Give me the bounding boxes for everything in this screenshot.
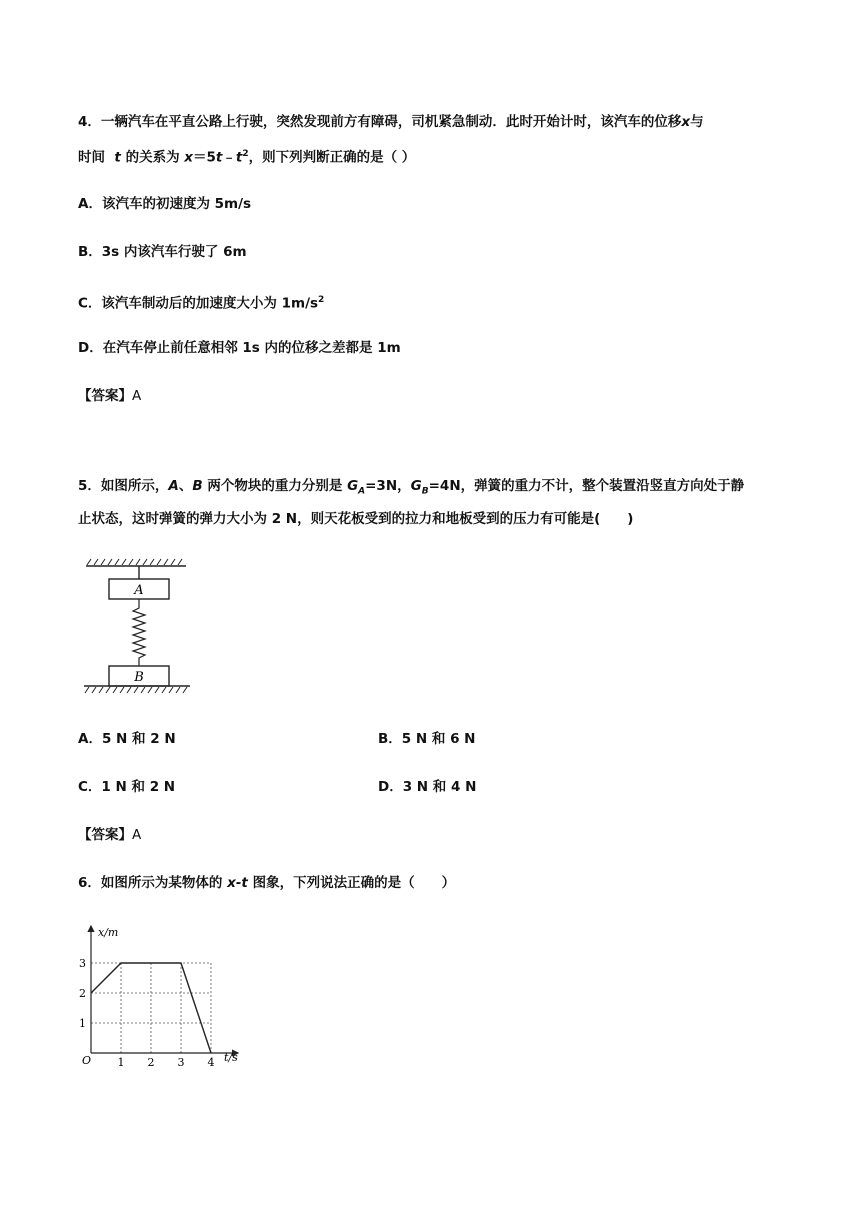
q4-answer-label: 【答案】 xyxy=(78,388,132,404)
q5-answer-value: A xyxy=(132,827,142,843)
q5-var-a: A xyxy=(168,478,179,494)
x-tick-label: 4 xyxy=(207,1056,215,1066)
x-tick-label: 2 xyxy=(147,1056,155,1066)
q5-stem-line1 xyxy=(78,476,798,502)
q6-stem-end: 图象，下列说法正确的是（ ） xyxy=(252,875,456,891)
y-axis-label: x/m xyxy=(98,926,119,939)
q5-answer xyxy=(78,825,798,845)
y-tick-label: 2 xyxy=(79,987,86,1000)
q5-option-c xyxy=(78,777,175,797)
q4-answer xyxy=(78,386,798,406)
q6-var-xt: x-t xyxy=(227,875,248,891)
q4-stem-line2 xyxy=(78,144,798,168)
q5-stem-line2-text: 止状态，这时弹簧的弹力大小为 2 N，则天花板受到的拉力和地板受到的压力有可能是( ) xyxy=(78,511,634,527)
q5-var-b: B xyxy=(192,478,203,494)
q5-answer-label: 【答案】 xyxy=(78,827,132,843)
q4-var-t: t xyxy=(114,149,121,166)
q4-option-b xyxy=(78,242,798,262)
spring xyxy=(133,599,145,666)
q5-option-b xyxy=(378,729,475,749)
q4-eq-minus: ﹣ xyxy=(222,149,236,166)
q4-stem-relation: 的关系为 xyxy=(125,149,180,166)
q4-option-c-text: C．该汽车制动后的加速度大小为 1m/s xyxy=(78,295,319,312)
q4-stem-line1 xyxy=(78,112,798,132)
y-tick-label: 3 xyxy=(79,957,86,970)
tick-labels xyxy=(79,957,215,1066)
q6-stem-intro: 6．如图所示为某物体的 xyxy=(78,875,223,891)
q4-stem-end: ，则下列判断正确的是（ ） xyxy=(248,149,416,166)
q5-option-d-text: D．3 N 和 4 N xyxy=(378,779,477,795)
q4-option-a xyxy=(78,194,798,214)
q5-stem-intro: 5．如图所示， xyxy=(78,478,169,494)
q5-g-a-sub: A xyxy=(358,486,366,497)
q4-eq-t1: t xyxy=(215,149,223,166)
q4-eq-x: x xyxy=(184,149,193,166)
q5-sep: 、 xyxy=(178,478,193,494)
q6-stem xyxy=(78,873,798,893)
grid-lines xyxy=(91,963,211,1053)
x-tick-label: 3 xyxy=(177,1056,185,1066)
q4-option-c xyxy=(78,290,798,314)
block-a-label: A xyxy=(134,583,144,598)
q5-stem-line2 xyxy=(78,509,798,529)
origin-label: O xyxy=(82,1054,92,1066)
q4-option-c-sup: 2 xyxy=(318,295,325,305)
q4-answer-value: A xyxy=(132,388,142,404)
q4-stem-text-end: 与 xyxy=(690,114,704,130)
q4-eq-sup: 2 xyxy=(242,149,249,159)
q4-var-x: x xyxy=(681,114,691,130)
q4-option-d xyxy=(78,338,798,358)
q4-stem-text: 4．一辆汽车在平直公路上行驶，突然发现前方有障碍，司机紧急制动．此时开始计时，该汽车的位移 xyxy=(78,114,682,130)
floor-hatch xyxy=(85,687,187,693)
q5-stem-weights: 两个物块的重力分别是 xyxy=(207,478,343,494)
q4-eq-mid: ＝5 xyxy=(193,149,216,166)
x-axis-label: t/s xyxy=(224,1051,238,1064)
q4-option-a-text: A．该汽车的初速度为 5m/s xyxy=(78,196,252,212)
q5-g-b-sub: B xyxy=(421,486,429,497)
q4-option-b-text: B．3s 内该汽车行驶了 6m xyxy=(78,244,247,260)
q5-option-b-text: B．5 N 和 6 N xyxy=(378,731,476,747)
block-b-label: B xyxy=(134,670,144,685)
spring-figure xyxy=(78,556,198,698)
q5-g-b: G xyxy=(410,478,422,494)
q5-option-a-text: A．5 N 和 2 N xyxy=(78,731,176,747)
q4-option-d-text: D．在汽车停止前任意相邻 1s 内的位移之差都是 1m xyxy=(78,340,401,356)
q5-g-a-val: =3N， xyxy=(365,478,411,494)
q5-g-b-val: =4N，弹簧的重力不计，整个装置沿竖直方向处于静 xyxy=(428,478,745,494)
xt-graph xyxy=(76,920,246,1066)
q4-stem-time: 时间 xyxy=(78,149,105,166)
y-tick-label: 1 xyxy=(79,1017,86,1030)
q5-option-d xyxy=(378,777,476,797)
q5-option-c-text: C．1 N 和 2 N xyxy=(78,779,176,795)
q5-g-a: G xyxy=(347,478,359,494)
q5-option-a xyxy=(78,729,176,749)
q4-eq-t2: t xyxy=(235,149,243,166)
x-tick-label: 1 xyxy=(117,1056,125,1066)
ceiling-hatch xyxy=(87,559,182,565)
